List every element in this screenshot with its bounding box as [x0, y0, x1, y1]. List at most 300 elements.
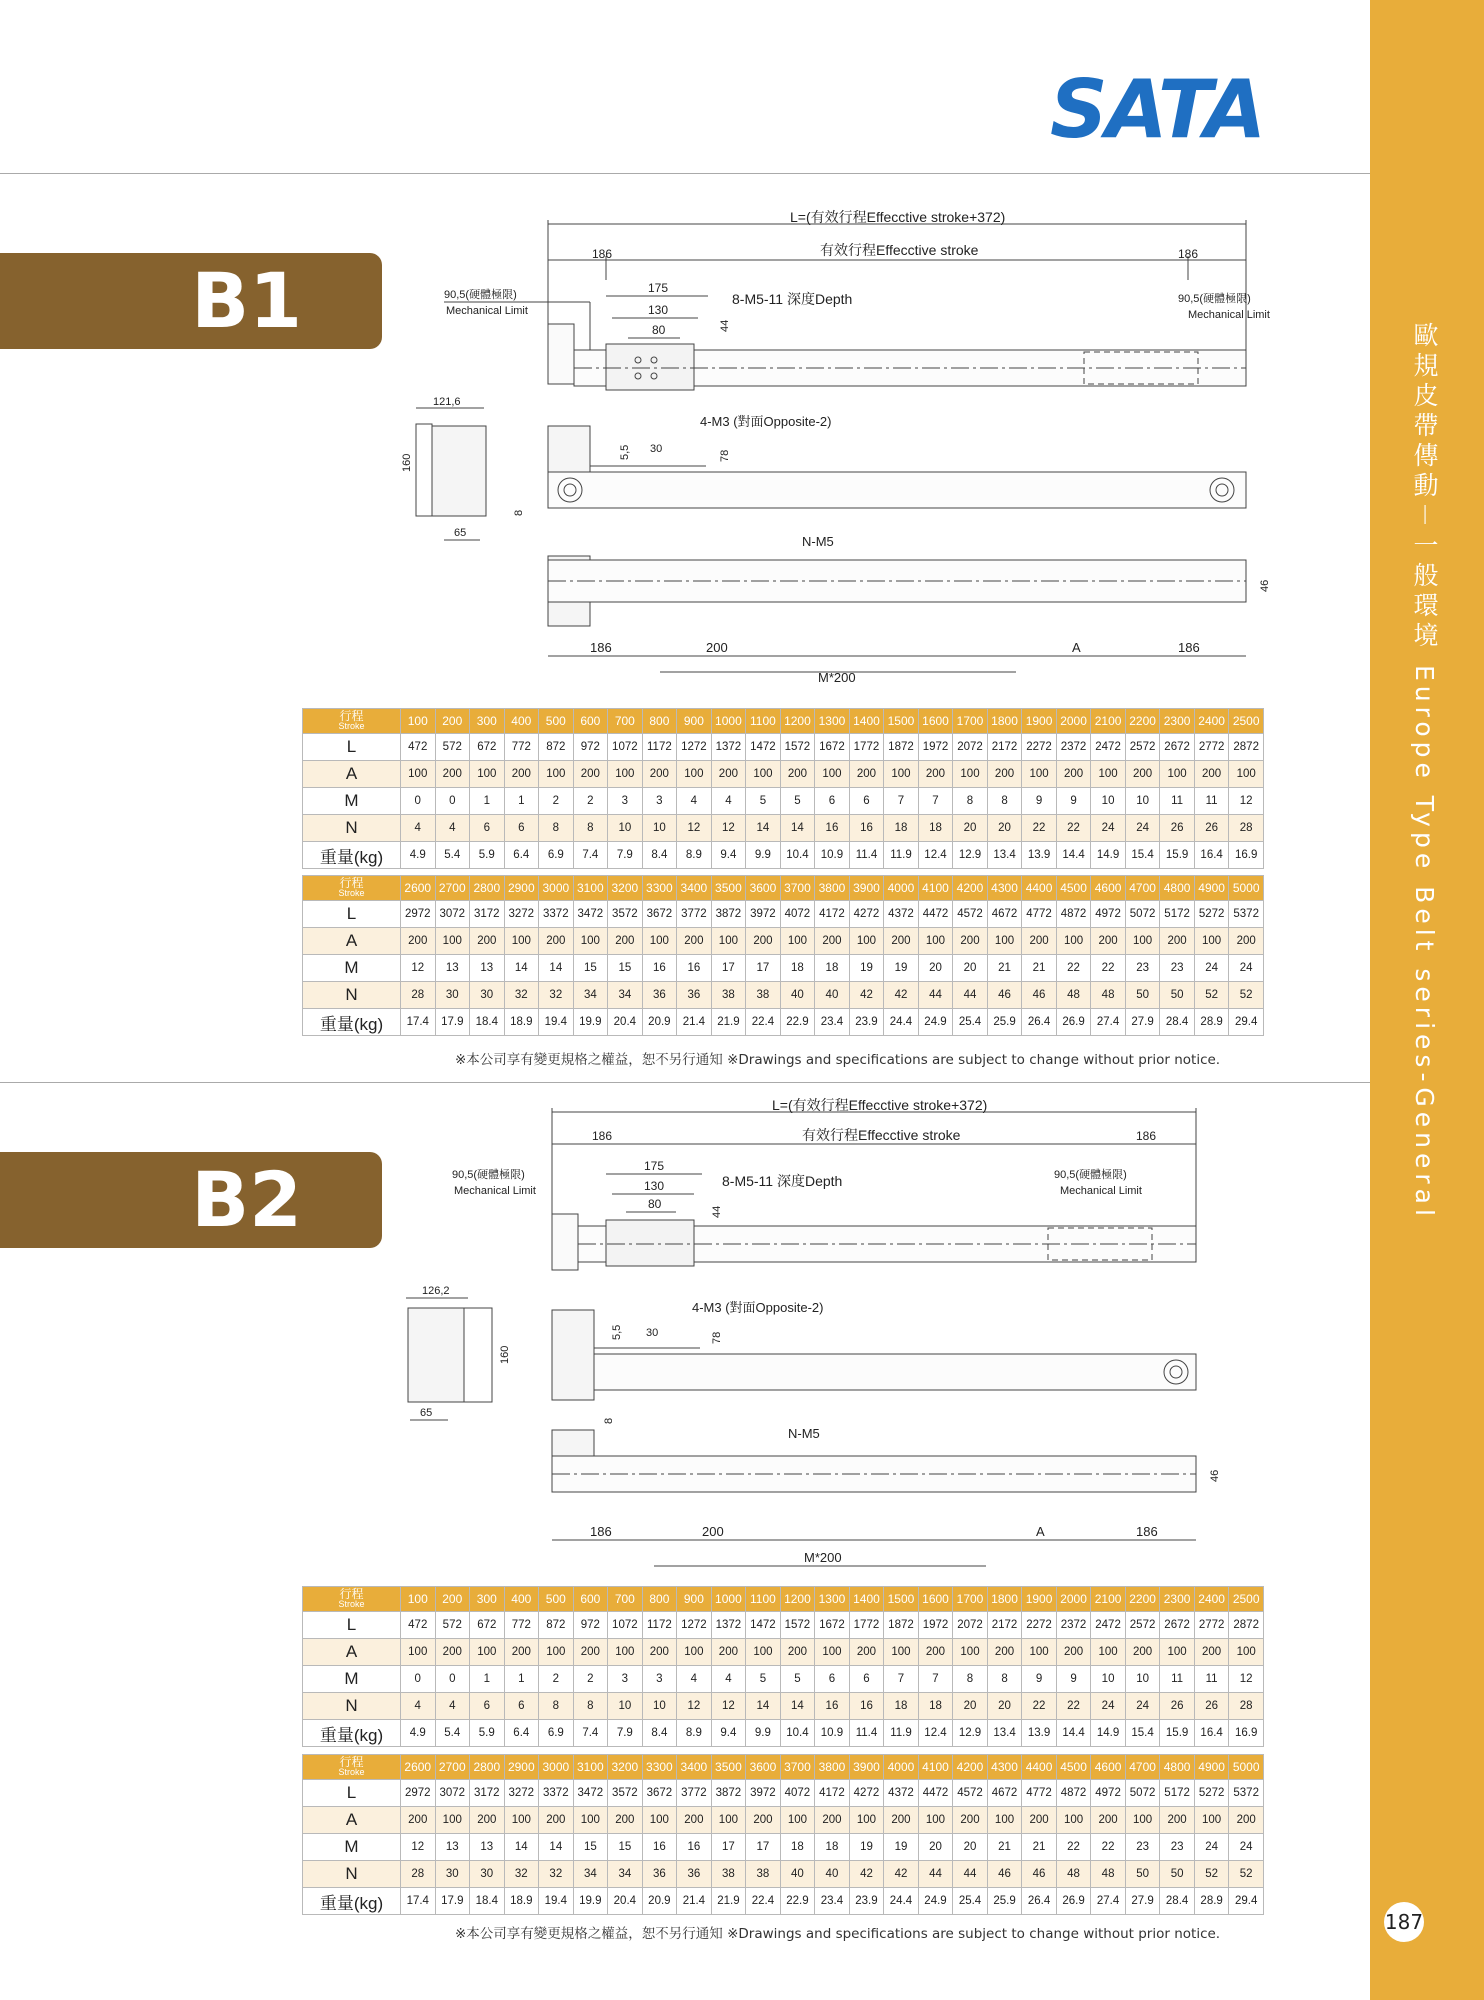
- table-cell: 6: [815, 788, 850, 815]
- table-header-row: [303, 1755, 1264, 1780]
- table-cell: 6.9: [539, 1720, 574, 1747]
- header-label: [303, 1755, 401, 1780]
- table-cell: 100: [642, 928, 677, 955]
- dim-186-bottom-right: 186: [1136, 1524, 1158, 1539]
- row-label: 重量(kg): [303, 1720, 401, 1747]
- table-cell: 20: [918, 955, 953, 982]
- table-cell: 28: [401, 1861, 436, 1888]
- header-cell: 2300: [1160, 1587, 1195, 1612]
- table-cell: 8.9: [677, 1720, 712, 1747]
- table-cell: 14: [539, 955, 574, 982]
- mech-limit-right-en: Mechanical Limit: [1188, 309, 1270, 321]
- table-cell: 100: [711, 928, 746, 955]
- table-cell: 3272: [504, 1780, 539, 1807]
- table-row: [303, 761, 1264, 788]
- table-cell: 100: [1091, 1639, 1126, 1666]
- table-cell: 100: [746, 761, 781, 788]
- table-cell: 22: [1056, 1693, 1091, 1720]
- table-cell: 44: [953, 982, 988, 1009]
- table-cell: 200: [746, 1807, 781, 1834]
- header-cell: 1600: [918, 709, 953, 734]
- dim-186-bottom-right: 186: [1178, 640, 1200, 655]
- table-cell: 5.4: [435, 842, 470, 869]
- table-cell: 100: [1056, 1807, 1091, 1834]
- table-cell: 52: [1229, 982, 1264, 1009]
- table-cell: 11.9: [884, 842, 919, 869]
- table-cell: 3972: [746, 1780, 781, 1807]
- spec-note-b1: ※本公司享有變更規格之權益，恕不另行通知 ※Drawings and specifications are subject to change without prior notice.: [455, 1052, 1221, 1068]
- table-header-row: [303, 876, 1264, 901]
- table-cell: 100: [1056, 928, 1091, 955]
- dim-30: 30: [646, 1327, 659, 1339]
- table-cell: 19: [849, 955, 884, 982]
- table-cell: 10: [1091, 788, 1126, 815]
- table-cell: 9.4: [711, 842, 746, 869]
- table-cell: 2072: [953, 1612, 988, 1639]
- table-cell: 27.9: [1125, 1888, 1160, 1915]
- table-cell: 5: [746, 1666, 781, 1693]
- table-cell: 4972: [1091, 1780, 1126, 1807]
- table-cell: 10.4: [780, 1720, 815, 1747]
- table-cell: 1572: [780, 1612, 815, 1639]
- header-cell: 1200: [780, 709, 815, 734]
- row-label: A: [303, 1639, 401, 1666]
- table-cell: 100: [539, 1639, 574, 1666]
- header-cell: 1000: [711, 709, 746, 734]
- table-header-row: [303, 1587, 1264, 1612]
- table-row: [303, 1888, 1264, 1915]
- header-cell: 4900: [1194, 876, 1229, 901]
- table-cell: 17.4: [401, 1888, 436, 1915]
- table-cell: 772: [504, 734, 539, 761]
- table-cell: 8: [573, 1693, 608, 1720]
- table-cell: 18.4: [470, 1009, 505, 1036]
- table-cell: 100: [918, 928, 953, 955]
- table-cell: 4.9: [401, 842, 436, 869]
- header-cell: 2100: [1091, 709, 1126, 734]
- table-row: [303, 815, 1264, 842]
- table-cell: 14: [504, 955, 539, 982]
- header-cell: 4700: [1125, 876, 1160, 901]
- header-label-text: 行程: [339, 1755, 364, 1769]
- table-row: [303, 1666, 1264, 1693]
- table-cell: 7.9: [608, 842, 643, 869]
- table-cell: 8: [953, 1666, 988, 1693]
- header-cell: 3000: [539, 1755, 574, 1780]
- table-cell: 4372: [884, 901, 919, 928]
- table-cell: 1: [504, 1666, 539, 1693]
- table-cell: 50: [1160, 1861, 1195, 1888]
- table-header-row: [303, 709, 1264, 734]
- table-cell: 200: [1022, 928, 1057, 955]
- table-cell: 16: [677, 1834, 712, 1861]
- header-cell: 2400: [1194, 1587, 1229, 1612]
- table-cell: 472: [401, 734, 436, 761]
- table-cell: 200: [642, 761, 677, 788]
- header-cell: 4300: [987, 876, 1022, 901]
- thread-8m5: 8-M5-11 深度Depth: [732, 291, 853, 307]
- header-cell: 5000: [1229, 876, 1264, 901]
- table-cell: 5: [780, 1666, 815, 1693]
- table-cell: 2172: [987, 734, 1022, 761]
- table-cell: 52: [1194, 1861, 1229, 1888]
- dim-78: 78: [711, 1331, 723, 1344]
- table-cell: 100: [1194, 1807, 1229, 1834]
- table-cell: 21.4: [677, 1888, 712, 1915]
- table-cell: 10: [608, 815, 643, 842]
- dim-44: 44: [719, 319, 731, 332]
- table-cell: 24: [1125, 815, 1160, 842]
- header-cell: 100: [401, 1587, 436, 1612]
- table-cell: 200: [711, 1639, 746, 1666]
- dim-65: 65: [454, 527, 467, 539]
- table-cell: 100: [953, 761, 988, 788]
- table-cell: 6: [470, 815, 505, 842]
- table-cell: 17: [746, 955, 781, 982]
- table-cell: 14: [746, 1693, 781, 1720]
- table-cell: 23: [1125, 955, 1160, 982]
- table-cell: 18: [918, 815, 953, 842]
- table-cell: 10: [1125, 1666, 1160, 1693]
- table-cell: 100: [780, 1807, 815, 1834]
- table-cell: 13.4: [987, 842, 1022, 869]
- dim-175: 175: [644, 1159, 665, 1173]
- dim-160: 160: [401, 453, 413, 472]
- header-cell: 4000: [884, 876, 919, 901]
- header-cell: 2800: [470, 1755, 505, 1780]
- table-cell: 18: [780, 1834, 815, 1861]
- dim-80: 80: [652, 323, 666, 337]
- table-cell: 100: [1229, 761, 1264, 788]
- table-cell: 200: [1160, 1807, 1195, 1834]
- table-cell: 1472: [746, 734, 781, 761]
- row-label: 重量(kg): [303, 1009, 401, 1036]
- table-cell: 21: [987, 1834, 1022, 1861]
- table-cell: 13: [435, 1834, 470, 1861]
- table-cell: 200: [953, 1807, 988, 1834]
- table-cell: 4772: [1022, 901, 1057, 928]
- table-cell: 12.9: [953, 1720, 988, 1747]
- header-label-text: 行程: [339, 709, 364, 723]
- dim-m200: M*200: [818, 670, 856, 685]
- table-cell: 200: [780, 761, 815, 788]
- header-cell: 4200: [953, 1755, 988, 1780]
- header-cell: 800: [642, 709, 677, 734]
- table-cell: 3872: [711, 901, 746, 928]
- header-sub-text: Stroke: [338, 888, 365, 898]
- table-cell: 2: [539, 1666, 574, 1693]
- header-cell: 2200: [1125, 709, 1160, 734]
- spec-note-b2: ※本公司享有變更規格之權益，恕不另行通知 ※Drawings and specifications are subject to change without prior notice.: [455, 1926, 1221, 1942]
- table-cell: 32: [504, 982, 539, 1009]
- table-cell: 5372: [1229, 1780, 1264, 1807]
- header-label-text: 行程: [339, 1587, 364, 1601]
- table-cell: 40: [780, 1861, 815, 1888]
- header-cell: 600: [573, 709, 608, 734]
- dim-effective-stroke: 有效行程Effecctive stroke: [820, 242, 979, 258]
- table-cell: 15: [573, 1834, 608, 1861]
- table-cell: 17: [711, 955, 746, 982]
- table-cell: 4072: [780, 901, 815, 928]
- header-cell: 4100: [918, 876, 953, 901]
- table-cell: 24: [1091, 1693, 1126, 1720]
- table-cell: 8: [573, 815, 608, 842]
- table-cell: 20: [953, 1834, 988, 1861]
- table-cell: 6: [504, 1693, 539, 1720]
- table-cell: 20: [953, 955, 988, 982]
- table-cell: 200: [1229, 928, 1264, 955]
- table-row: [303, 1834, 1264, 1861]
- table-cell: 18.9: [504, 1009, 539, 1036]
- table-cell: 4272: [849, 901, 884, 928]
- header-cell: 2600: [401, 876, 436, 901]
- table-cell: 1: [470, 788, 505, 815]
- table-cell: 200: [435, 1639, 470, 1666]
- table-cell: 2072: [953, 734, 988, 761]
- header-sub-text: Stroke: [338, 721, 365, 731]
- table-cell: 42: [884, 982, 919, 1009]
- table-cell: 3572: [608, 1780, 643, 1807]
- table-cell: 36: [677, 1861, 712, 1888]
- table-row: [303, 1780, 1264, 1807]
- table-cell: 12: [1229, 788, 1264, 815]
- table-cell: 100: [677, 1639, 712, 1666]
- table-cell: 26.4: [1022, 1888, 1057, 1915]
- table-cell: 13.9: [1022, 842, 1057, 869]
- table-cell: 1072: [608, 734, 643, 761]
- table-cell: 200: [1194, 1639, 1229, 1666]
- table-cell: 24.9: [918, 1009, 953, 1036]
- table-cell: 20: [987, 1693, 1022, 1720]
- header-sub-text: Stroke: [338, 1767, 365, 1777]
- table-cell: 20.4: [608, 1888, 643, 1915]
- header-cell: 3300: [642, 876, 677, 901]
- table-cell: 11.4: [849, 1720, 884, 1747]
- table-cell: 200: [1125, 761, 1160, 788]
- table-row: [303, 1612, 1264, 1639]
- table-cell: 5072: [1125, 901, 1160, 928]
- table-cell: 23.4: [815, 1009, 850, 1036]
- mech-limit-right: 90,5(硬體極限): [1054, 1169, 1127, 1181]
- table-cell: 11: [1160, 788, 1195, 815]
- table-cell: 4872: [1056, 901, 1091, 928]
- header-cell: 4300: [987, 1755, 1022, 1780]
- table-cell: 1672: [815, 1612, 850, 1639]
- header-cell: 4100: [918, 1755, 953, 1780]
- table-cell: 200: [608, 1807, 643, 1834]
- table-row: [303, 901, 1264, 928]
- table-cell: 48: [1091, 1861, 1126, 1888]
- table-cell: 0: [435, 788, 470, 815]
- table-cell: 11.9: [884, 1720, 919, 1747]
- table-cell: 15: [608, 1834, 643, 1861]
- table-cell: 4672: [987, 1780, 1022, 1807]
- table-cell: 11: [1194, 1666, 1229, 1693]
- table-cell: 29.4: [1229, 1009, 1264, 1036]
- dim-8: 8: [603, 1417, 615, 1424]
- table-cell: 3272: [504, 901, 539, 928]
- table-cell: 972: [573, 734, 608, 761]
- table-cell: 200: [1125, 1639, 1160, 1666]
- table-cell: 100: [470, 1639, 505, 1666]
- table-cell: 28.9: [1194, 1888, 1229, 1915]
- header-cell: 5000: [1229, 1755, 1264, 1780]
- table-cell: 42: [849, 982, 884, 1009]
- dim-186-right: 186: [1178, 247, 1199, 261]
- table-row: [303, 1693, 1264, 1720]
- table-cell: 8: [953, 788, 988, 815]
- header-cell: 2500: [1229, 709, 1264, 734]
- dim-200: 200: [702, 1524, 724, 1539]
- table-cell: 100: [746, 1639, 781, 1666]
- table-cell: 100: [1125, 928, 1160, 955]
- table-cell: 200: [539, 1807, 574, 1834]
- table-row: [303, 1009, 1264, 1036]
- dim-44: 44: [711, 1205, 723, 1218]
- table-cell: 38: [711, 982, 746, 1009]
- table-cell: 12: [677, 815, 712, 842]
- table-cell: 872: [539, 734, 574, 761]
- table-cell: 24: [1194, 955, 1229, 982]
- table-cell: 18: [815, 1834, 850, 1861]
- table-cell: 25.4: [953, 1888, 988, 1915]
- table-row: [303, 1639, 1264, 1666]
- table-cell: 4: [435, 1693, 470, 1720]
- table-cell: 5.4: [435, 1720, 470, 1747]
- table-cell: 29.4: [1229, 1888, 1264, 1915]
- table-cell: 16.9: [1229, 1720, 1264, 1747]
- table-cell: 8: [987, 1666, 1022, 1693]
- header-cell: 3600: [746, 876, 781, 901]
- table-cell: 20.9: [642, 1009, 677, 1036]
- table-cell: 14: [746, 815, 781, 842]
- table-cell: 200: [918, 1639, 953, 1666]
- dim-30: 30: [650, 443, 663, 455]
- header-cell: 3800: [815, 1755, 850, 1780]
- header-cell: 2300: [1160, 709, 1195, 734]
- table-cell: 7: [918, 1666, 953, 1693]
- header-cell: 1500: [884, 1587, 919, 1612]
- header-cell: 1600: [918, 1587, 953, 1612]
- model-badge-b2: B2: [0, 1152, 382, 1248]
- table-cell: 28: [1229, 1693, 1264, 1720]
- table-cell: 3172: [470, 1780, 505, 1807]
- dim-130: 130: [644, 1179, 665, 1193]
- table-cell: 10: [1125, 788, 1160, 815]
- header-cell: 2700: [435, 1755, 470, 1780]
- table-cell: 100: [953, 1639, 988, 1666]
- table-cell: 200: [470, 1807, 505, 1834]
- table-cell: 16: [677, 955, 712, 982]
- table-cell: 100: [1022, 1639, 1057, 1666]
- table-cell: 2872: [1229, 1612, 1264, 1639]
- table-cell: 10: [608, 1693, 643, 1720]
- table-cell: 4172: [815, 1780, 850, 1807]
- table-cell: 3772: [677, 1780, 712, 1807]
- table-cell: 100: [504, 928, 539, 955]
- table-cell: 12: [711, 815, 746, 842]
- table-cell: 1372: [711, 1612, 746, 1639]
- row-label: L: [303, 734, 401, 761]
- row-label: L: [303, 901, 401, 928]
- table-cell: 10.4: [780, 842, 815, 869]
- table-cell: 1072: [608, 1612, 643, 1639]
- row-label: N: [303, 1693, 401, 1720]
- table-cell: 21: [1022, 1834, 1057, 1861]
- table-cell: 24: [1194, 1834, 1229, 1861]
- table-cell: 100: [884, 761, 919, 788]
- table-cell: 50: [1125, 1861, 1160, 1888]
- row-label: A: [303, 761, 401, 788]
- header-cell: 500: [539, 709, 574, 734]
- table-cell: 5372: [1229, 901, 1264, 928]
- table-cell: 27.4: [1091, 1009, 1126, 1036]
- table-cell: 772: [504, 1612, 539, 1639]
- header-cell: 3100: [573, 1755, 608, 1780]
- row-label: N: [303, 1861, 401, 1888]
- table-row: [303, 1861, 1264, 1888]
- header-cell: 3200: [608, 876, 643, 901]
- header-cell: 4000: [884, 1755, 919, 1780]
- table-cell: 32: [539, 1861, 574, 1888]
- header-cell: 4800: [1160, 876, 1195, 901]
- table-cell: 3072: [435, 901, 470, 928]
- header-cell: 1800: [987, 1587, 1022, 1612]
- table-cell: 200: [1056, 1639, 1091, 1666]
- header-cell: 3900: [849, 1755, 884, 1780]
- table-cell: 22: [1022, 815, 1057, 842]
- table-cell: 4972: [1091, 901, 1126, 928]
- table-cell: 1872: [884, 734, 919, 761]
- table-cell: 44: [918, 1861, 953, 1888]
- dim-a: A: [1072, 640, 1081, 655]
- dim-a: A: [1036, 1524, 1045, 1539]
- table-cell: 24.4: [884, 1009, 919, 1036]
- header-cell: 300: [470, 709, 505, 734]
- table-row: [303, 955, 1264, 982]
- table-cell: 2872: [1229, 734, 1264, 761]
- dimension-drawing-b1: [380, 200, 1280, 700]
- header-cell: 2500: [1229, 1587, 1264, 1612]
- brand-logo: SATA: [1050, 63, 1265, 156]
- table-cell: 18.9: [504, 1888, 539, 1915]
- header-cell: 2900: [504, 876, 539, 901]
- table-cell: 7: [884, 1666, 919, 1693]
- header-cell: 1900: [1022, 709, 1057, 734]
- table-cell: 19.9: [573, 1888, 608, 1915]
- table-cell: 23: [1160, 955, 1195, 982]
- dim-effective-stroke: 有效行程Effecctive stroke: [802, 1127, 961, 1143]
- table-cell: 28: [401, 982, 436, 1009]
- table-cell: 20.4: [608, 1009, 643, 1036]
- mech-limit-left-en: Mechanical Limit: [446, 305, 528, 317]
- table-cell: 14: [539, 1834, 574, 1861]
- table-cell: 5272: [1194, 901, 1229, 928]
- table-cell: 100: [987, 1807, 1022, 1834]
- header-cell: 100: [401, 709, 436, 734]
- table-cell: 6.9: [539, 842, 574, 869]
- table-cell: 20: [987, 815, 1022, 842]
- dimension-drawing-b2: [380, 1090, 1280, 1590]
- table-cell: 4: [677, 788, 712, 815]
- header-cell: 3400: [677, 1755, 712, 1780]
- table-cell: 19: [849, 1834, 884, 1861]
- table-row: [303, 788, 1264, 815]
- table-cell: 24: [1229, 955, 1264, 982]
- divider: [0, 1082, 1370, 1083]
- header-cell: 2200: [1125, 1587, 1160, 1612]
- table-cell: 9.9: [746, 842, 781, 869]
